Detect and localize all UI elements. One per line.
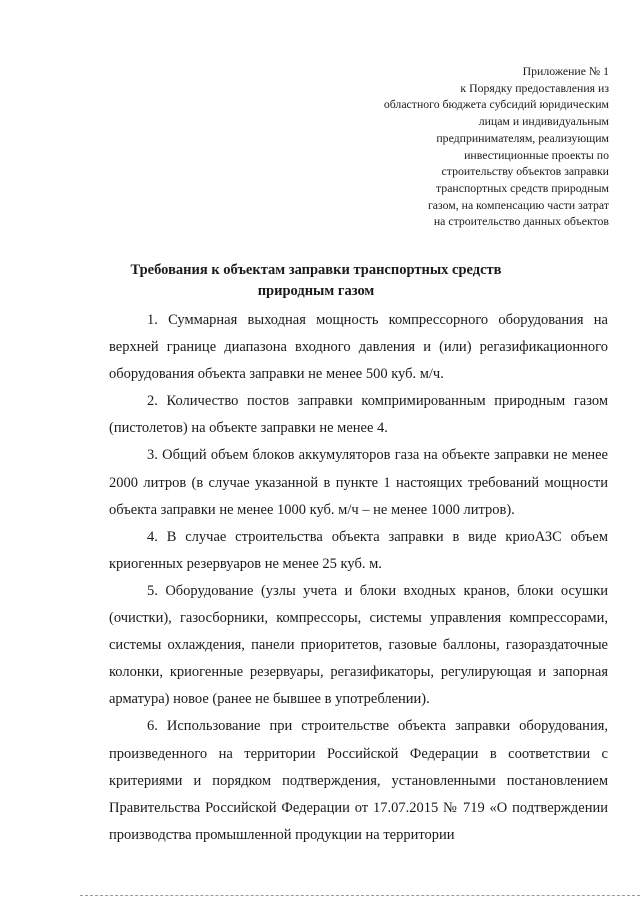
requirement-paragraph-5: 5. Оборудование (узлы учета и блоки входных кранов, блоки осушки (очистки), газосборники, компрессоры, системы управления компрессорами, системы охлаждения, панели приоритетов, газовые баллоны, газораздаточные колонки, криогенные резервуары, регазификаторы, регулирующая и запорная арматура) новое (ранее не бывшее в употреблении). — [109, 582, 608, 708]
appendix-line: лицам и индивидуальным — [478, 114, 609, 129]
appendix-line: инвестиционные проекты по — [464, 147, 609, 162]
requirement-paragraph-6: 6. Использование при строительстве объекта заправки оборудования, произведенного на территории Российской Федерации в соответствии с критериями и порядком подтверждения, установленными постановлением Правительства Российской Федерации от 17.07.2015 № 719 «О подтверждении производства промышленной продукции на территории — [109, 718, 608, 843]
appendix-line: на строительство данных объектов — [433, 214, 609, 229]
appendix-line: транспортных средств природным — [436, 180, 609, 195]
requirement-paragraph-1: 1. Суммарная выходная мощность компрессорного оборудования на верхней границе диапазона входного давления и (или) регазификационного оборудования объекта заправки не менее 500 куб. м/ч. — [109, 312, 608, 383]
appendix-line: к Порядку предоставления из — [460, 80, 609, 95]
requirements-body — [109, 307, 608, 849]
appendix-line: строительству объектов заправки — [441, 164, 609, 179]
appendix-header — [330, 63, 609, 230]
title-line-2: природным газом — [257, 283, 375, 299]
requirement-paragraph-3: 3. Общий объем блоков аккумуляторов газа на объекте заправки не менее 2000 литров (в случае указанной в пункте 1 настоящих требований мощности объекта заправки не менее 1000 куб. м/ч – не менее 1000 литров). — [109, 447, 608, 518]
title-line-1: Требования к объектам заправки транспортных средств — [130, 262, 502, 278]
appendix-line: газом, на компенсацию части затрат — [427, 197, 609, 212]
appendix-line: областного бюджета субсидий юридическим — [383, 97, 609, 112]
requirement-paragraph-2: 2. Количество постов заправки компримированным природным газом (пистолетов) на объекте заправки не менее 4. — [109, 393, 608, 437]
requirement-paragraph-4: 4. В случае строительства объекта заправки в виде криоАЗС объем криогенных резервуаров не менее 25 куб. м. — [109, 528, 608, 572]
document-title — [90, 260, 542, 302]
scan-page-edge — [80, 895, 640, 896]
appendix-line: Приложение № 1 — [522, 64, 609, 78]
appendix-line: предпринимателям, реализующим — [436, 130, 609, 145]
